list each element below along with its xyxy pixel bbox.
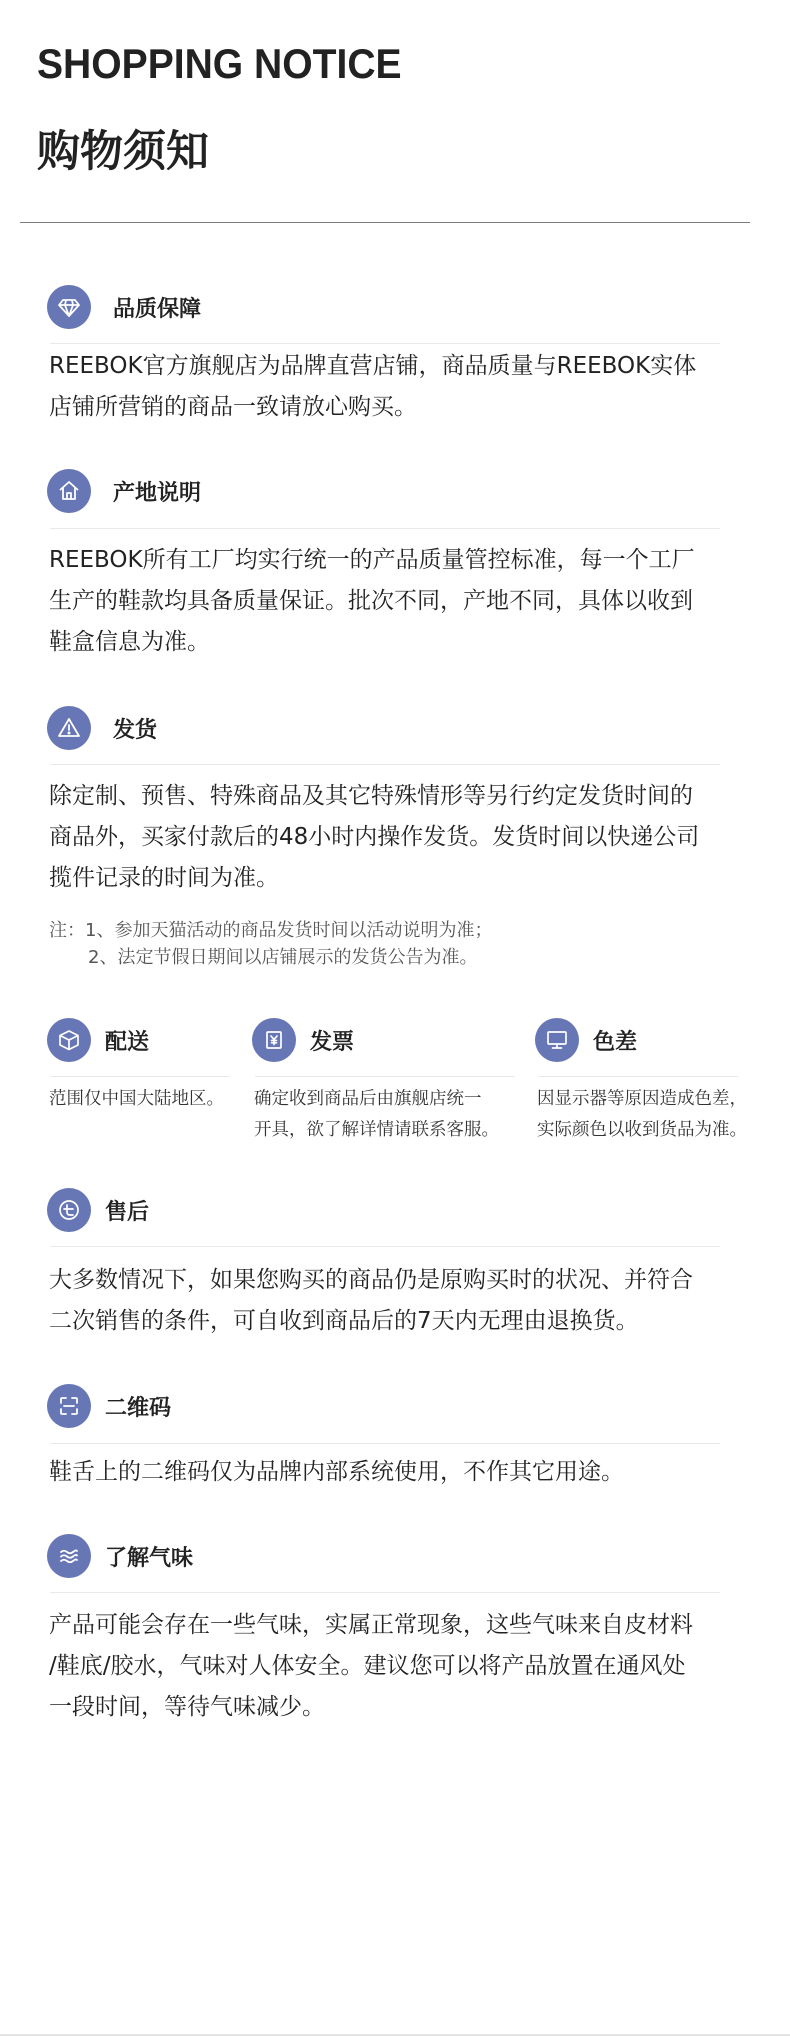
- section-origin-title: 产地说明: [113, 480, 202, 506]
- section-odor-header: [47, 1534, 193, 1578]
- section-aftersale-header: [47, 1188, 149, 1232]
- section-color-body: [537, 1084, 747, 1146]
- body-line: REEBOK官方旗舰店为品牌直营店铺，商品质量与REEBOK实体: [49, 353, 697, 379]
- section-qrcode-header: [47, 1384, 171, 1428]
- body-line: 因显示器等原因造成色差，: [537, 1089, 747, 1109]
- body-line: 大多数情况下，如果您购买的商品仍是原购买时的状况、并符合: [49, 1267, 693, 1293]
- section-color-header: [535, 1018, 637, 1062]
- warning-icon: [47, 706, 91, 750]
- section-divider: [50, 528, 720, 529]
- section-color-title: 色差: [593, 1029, 638, 1055]
- section-odor-title: 了解气味: [105, 1545, 194, 1571]
- body-line: 一段时间，等待气味减少。: [49, 1694, 325, 1720]
- section-shipping-header: [47, 706, 157, 750]
- body-line: 除定制、预售、特殊商品及其它特殊情形等另行约定发货时间的: [49, 783, 693, 809]
- section-quality-body: [49, 346, 696, 428]
- monitor-icon: [535, 1018, 579, 1062]
- body-line: 鞋盒信息为准。: [49, 629, 210, 655]
- section-invoice-title: 发票: [310, 1029, 355, 1055]
- section-delivery-header: [47, 1018, 149, 1062]
- section-shipping-title: 发货: [113, 717, 158, 743]
- body-line: 实际颜色以收到货品为准。: [537, 1120, 747, 1140]
- body-line: 店铺所营销的商品一致请放心购买。: [49, 394, 417, 420]
- section-quality-header: [47, 285, 201, 329]
- title-en: SHOPPING NOTICE: [37, 40, 402, 87]
- invoice-icon: [252, 1018, 296, 1062]
- home-icon: [47, 469, 91, 513]
- body-line: 鞋舌上的二维码仅为品牌内部系统使用，不作其它用途。: [49, 1459, 624, 1485]
- section-origin-header: [47, 469, 201, 513]
- section-divider: [50, 764, 720, 765]
- section-delivery-title: 配送: [105, 1029, 150, 1055]
- body-line: 范围仅中国大陆地区。: [49, 1089, 224, 1109]
- section-aftersale-title: 售后: [105, 1199, 150, 1225]
- body-line: 二次销售的条件，可自收到商品后的7天内无理由退换货。: [49, 1308, 639, 1334]
- section-invoice-body: [254, 1084, 499, 1146]
- diamond-icon: [47, 285, 91, 329]
- section-invoice-header: [252, 1018, 354, 1062]
- note-line: 2、法定节假日期间以店铺展示的发货公告为准。: [88, 947, 478, 968]
- section-quality-title: 品质保障: [113, 296, 202, 322]
- section-divider: [50, 1592, 720, 1593]
- header-divider: [20, 222, 750, 223]
- body-line: 商品外，买家付款后的48小时内操作发货。发货时间以快递公司: [49, 824, 700, 850]
- body-line: 开具，欲了解详情请联系客服。: [254, 1120, 499, 1140]
- section-shipping-body: [49, 776, 699, 899]
- section-divider: [50, 1076, 230, 1077]
- section-divider: [538, 1076, 738, 1077]
- section-divider: [50, 1443, 720, 1444]
- section-qrcode-body: [49, 1452, 624, 1493]
- note-line: 注：1、参加天猫活动的商品发货时间以活动说明为准；: [49, 920, 493, 941]
- waves-icon: [47, 1534, 91, 1578]
- body-line: REEBOK所有工厂均实行统一的产品质量管控标准，每一个工厂: [49, 547, 695, 573]
- scan-icon: [47, 1384, 91, 1428]
- body-line: 产品可能会存在一些气味，实属正常现象，这些气味来自皮材料: [49, 1612, 693, 1638]
- section-odor-body: [49, 1605, 693, 1728]
- section-origin-body: [49, 540, 695, 663]
- body-line: 生产的鞋款均具备质量保证。批次不同，产地不同，具体以收到: [49, 588, 693, 614]
- box-icon: [47, 1018, 91, 1062]
- body-line: /鞋底/胶水，气味对人体安全。建议您可以将产品放置在通风处: [49, 1653, 686, 1679]
- section-aftersale-body: [49, 1260, 693, 1342]
- seven-days-icon: [47, 1188, 91, 1232]
- section-delivery-body: [49, 1084, 224, 1115]
- section-divider: [50, 1246, 720, 1247]
- section-divider: [255, 1076, 515, 1077]
- section-qrcode-title: 二维码: [105, 1395, 172, 1421]
- body-line: 揽件记录的时间为准。: [49, 865, 279, 891]
- body-line: 确定收到商品后由旗舰店统一: [254, 1089, 482, 1109]
- shipping-notes: [49, 917, 492, 971]
- title-cn: 购物须知: [37, 127, 209, 177]
- section-divider: [50, 343, 720, 344]
